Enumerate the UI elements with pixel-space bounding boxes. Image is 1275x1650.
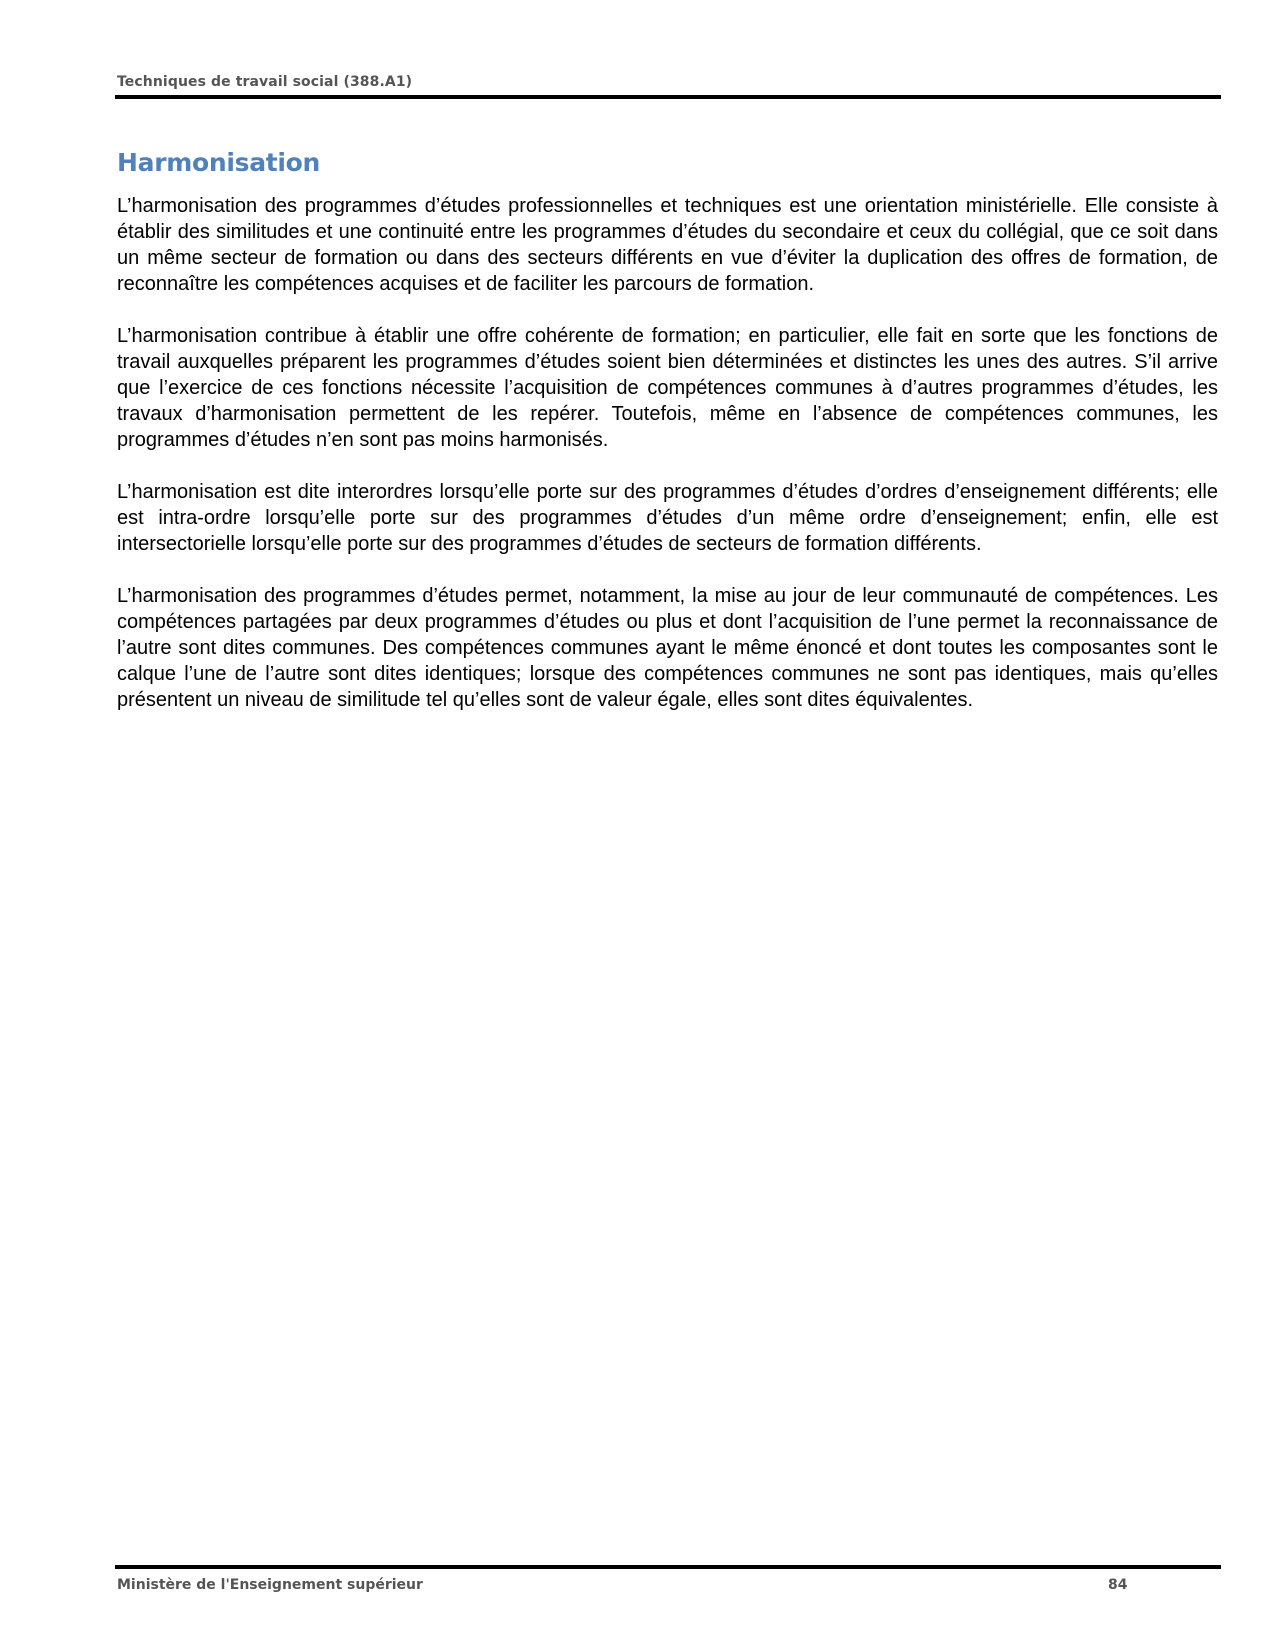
page-number: 84 <box>1108 1577 1128 1593</box>
header-rule <box>115 95 1221 99</box>
paragraph: L’harmonisation est dite interordres lorsqu’elle porte sur des programmes d’études d’ordres d’enseignement différents; elle est intra-ordre lorsqu’elle porte sur des programmes d’études d’un même ordre d’enseignement; enfin, elle est intersectorielle lorsqu’elle porte sur des programmes d’études de secteurs de formation différents. <box>117 481 1218 555</box>
section-body <box>117 193 1218 739</box>
footer-rule <box>115 1565 1221 1569</box>
paragraph: L’harmonisation des programmes d’études professionnelles et techniques est une orientation ministérielle. Elle consiste à établir des similitudes et une continuité entre les programmes d’études du secondaire et ceux du collégial, que ce soit dans un même secteur de formation ou dans des secteurs différents en vue d’éviter la duplication des offres de formation, de reconnaître les compétences acquises et de faciliter les parcours de formation. <box>117 195 1218 295</box>
running-header: Techniques de travail social (388.A1) <box>117 74 413 90</box>
footer-ministry: Ministère de l'Enseignement supérieur <box>117 1577 423 1593</box>
paragraph: L’harmonisation contribue à établir une offre cohérente de formation; en particulier, elle fait en sorte que les fonctions de travail auxquelles préparent les programmes d’études soient bien déterminées et distinctes les unes des autres. S’il arrive que l’exercice de ces fonctions nécessite l’acquisition de compétences communes à d’autres programmes d’études, les travaux d’harmonisation permettent de les repérer. Toutefois, même en l’absence de compétences communes, les programmes d’études n’en sont pas moins harmonisés. <box>117 325 1218 451</box>
section-title: Harmonisation <box>117 148 321 177</box>
paragraph: L’harmonisation des programmes d’études permet, notamment, la mise au jour de leur communauté de compétences. Les compétences partagées par deux programmes d’études ou plus et dont l’acquisition de l’une permet la reconnaissance de l’autre sont dites communes. Des compétences communes ayant le même énoncé et dont toutes les composantes sont le calque l’une de l’autre sont dites identiques; lorsque des compétences communes ne sont pas identiques, mais qu’elles présentent un niveau de similitude tel qu’elles sont de valeur égale, elles sont dites équivalentes. <box>117 585 1218 711</box>
